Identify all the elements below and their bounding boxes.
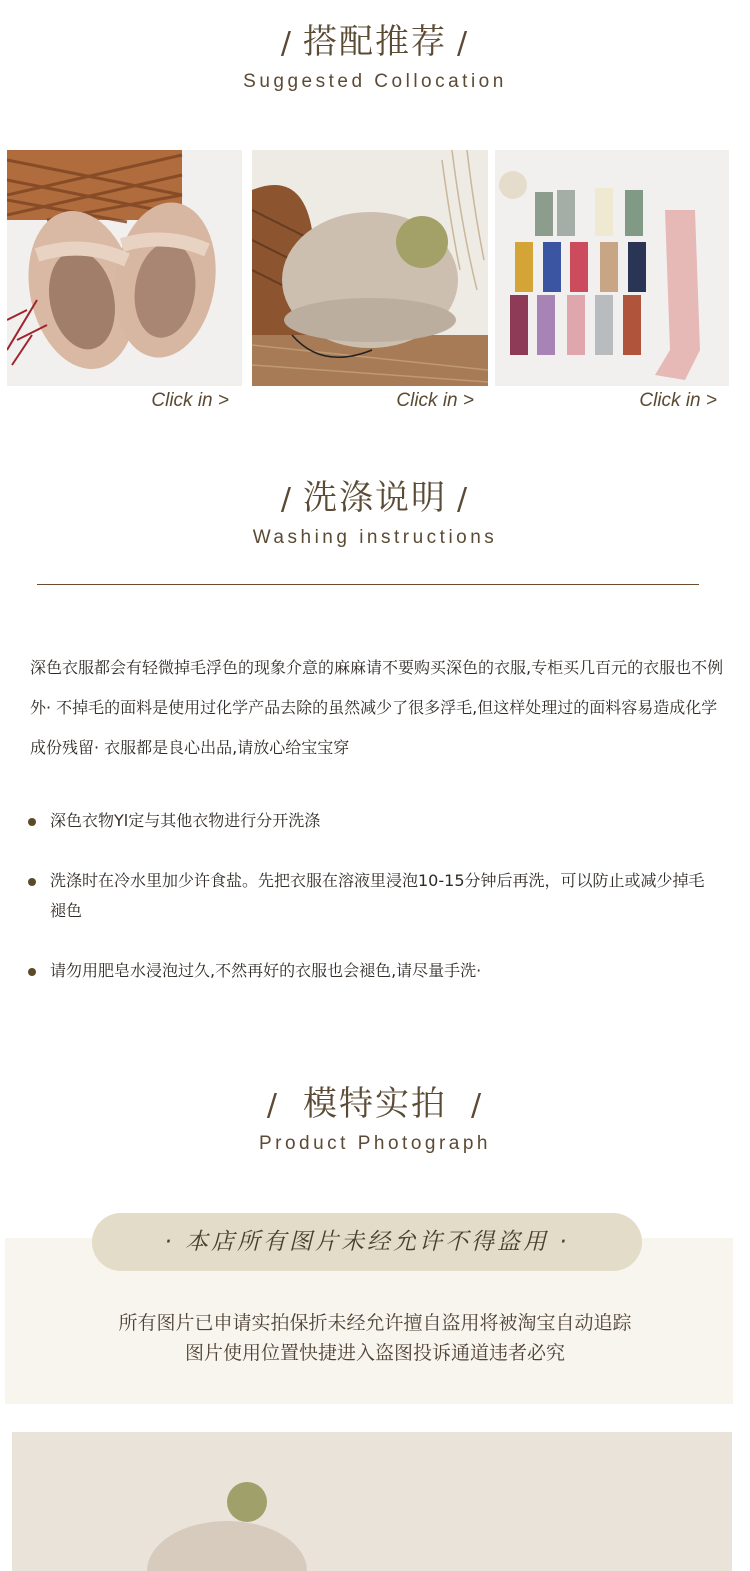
product-image-shoes[interactable] [7,150,242,386]
tights-illustration [495,150,729,386]
list-item: 深色衣物Yl定与其他衣物进行分开洗涤 [28,806,718,836]
washing-header [0,470,750,549]
model-title: / 模特实拍 / [266,1084,484,1124]
copyright-notice-text [0,1308,750,1368]
suggested-header [0,14,750,93]
list-item: 请勿用肥皂水浸泡过久,不然再好的衣服也会褪色,请尽量手洗· [28,956,718,986]
bullet-dot-icon [28,878,36,886]
product-image-tights[interactable] [495,150,729,386]
bullet-dot-icon [28,818,36,826]
copyright-line-2: 图片使用位置快捷进入盗图投诉通道违者必究 [184,1342,565,1364]
product-link-shoes[interactable]: Click in > [151,390,229,411]
copyright-line-1: 所有图片已申请实拍保折未经允许擅自盗用将被淘宝自动追踪 [118,1312,632,1334]
list-item: 洗涤时在冷水里加少许食盐。先把衣服在溶液里浸泡10-15分钟后再洗，可以防止或减少掉毛褪色 [28,866,718,926]
washing-bullet-list [28,806,718,986]
bullet-dot-icon [28,968,36,976]
shoes-illustration [7,150,242,386]
beret-illustration [252,150,488,386]
model-photo [12,1432,732,1571]
washing-subtitle: Washing instructions [252,527,498,548]
model-header [0,1076,750,1155]
product-image-beret[interactable] [252,150,488,386]
product-link-tights[interactable]: Click in > [639,390,717,411]
model-subtitle: Product Photograph [258,1133,491,1154]
suggested-title: / 搭配推荐 / [280,22,470,62]
washing-title: / 洗涤说明 / [280,478,470,518]
copyright-notice-badge: · 本店所有图片未经允许不得盗用 · [92,1213,642,1271]
washing-paragraph: 深色衣服都会有轻微掉毛浮色的现象介意的麻麻请不要购买深色的衣服,专柜买几百元的衣服也不例外· 不掉毛的面料是使用过化学产品去除的虽然减少了很多浮毛,但这样处理过的面料容易造成化学成份残留· 衣服都是良心出品,请放心给宝宝穿 [30,658,724,757]
suggested-subtitle: Suggested Collocation [243,71,507,92]
product-link-beret[interactable]: Click in > [396,390,474,411]
model-photo-illustration [12,1432,732,1571]
section-divider [37,584,699,585]
